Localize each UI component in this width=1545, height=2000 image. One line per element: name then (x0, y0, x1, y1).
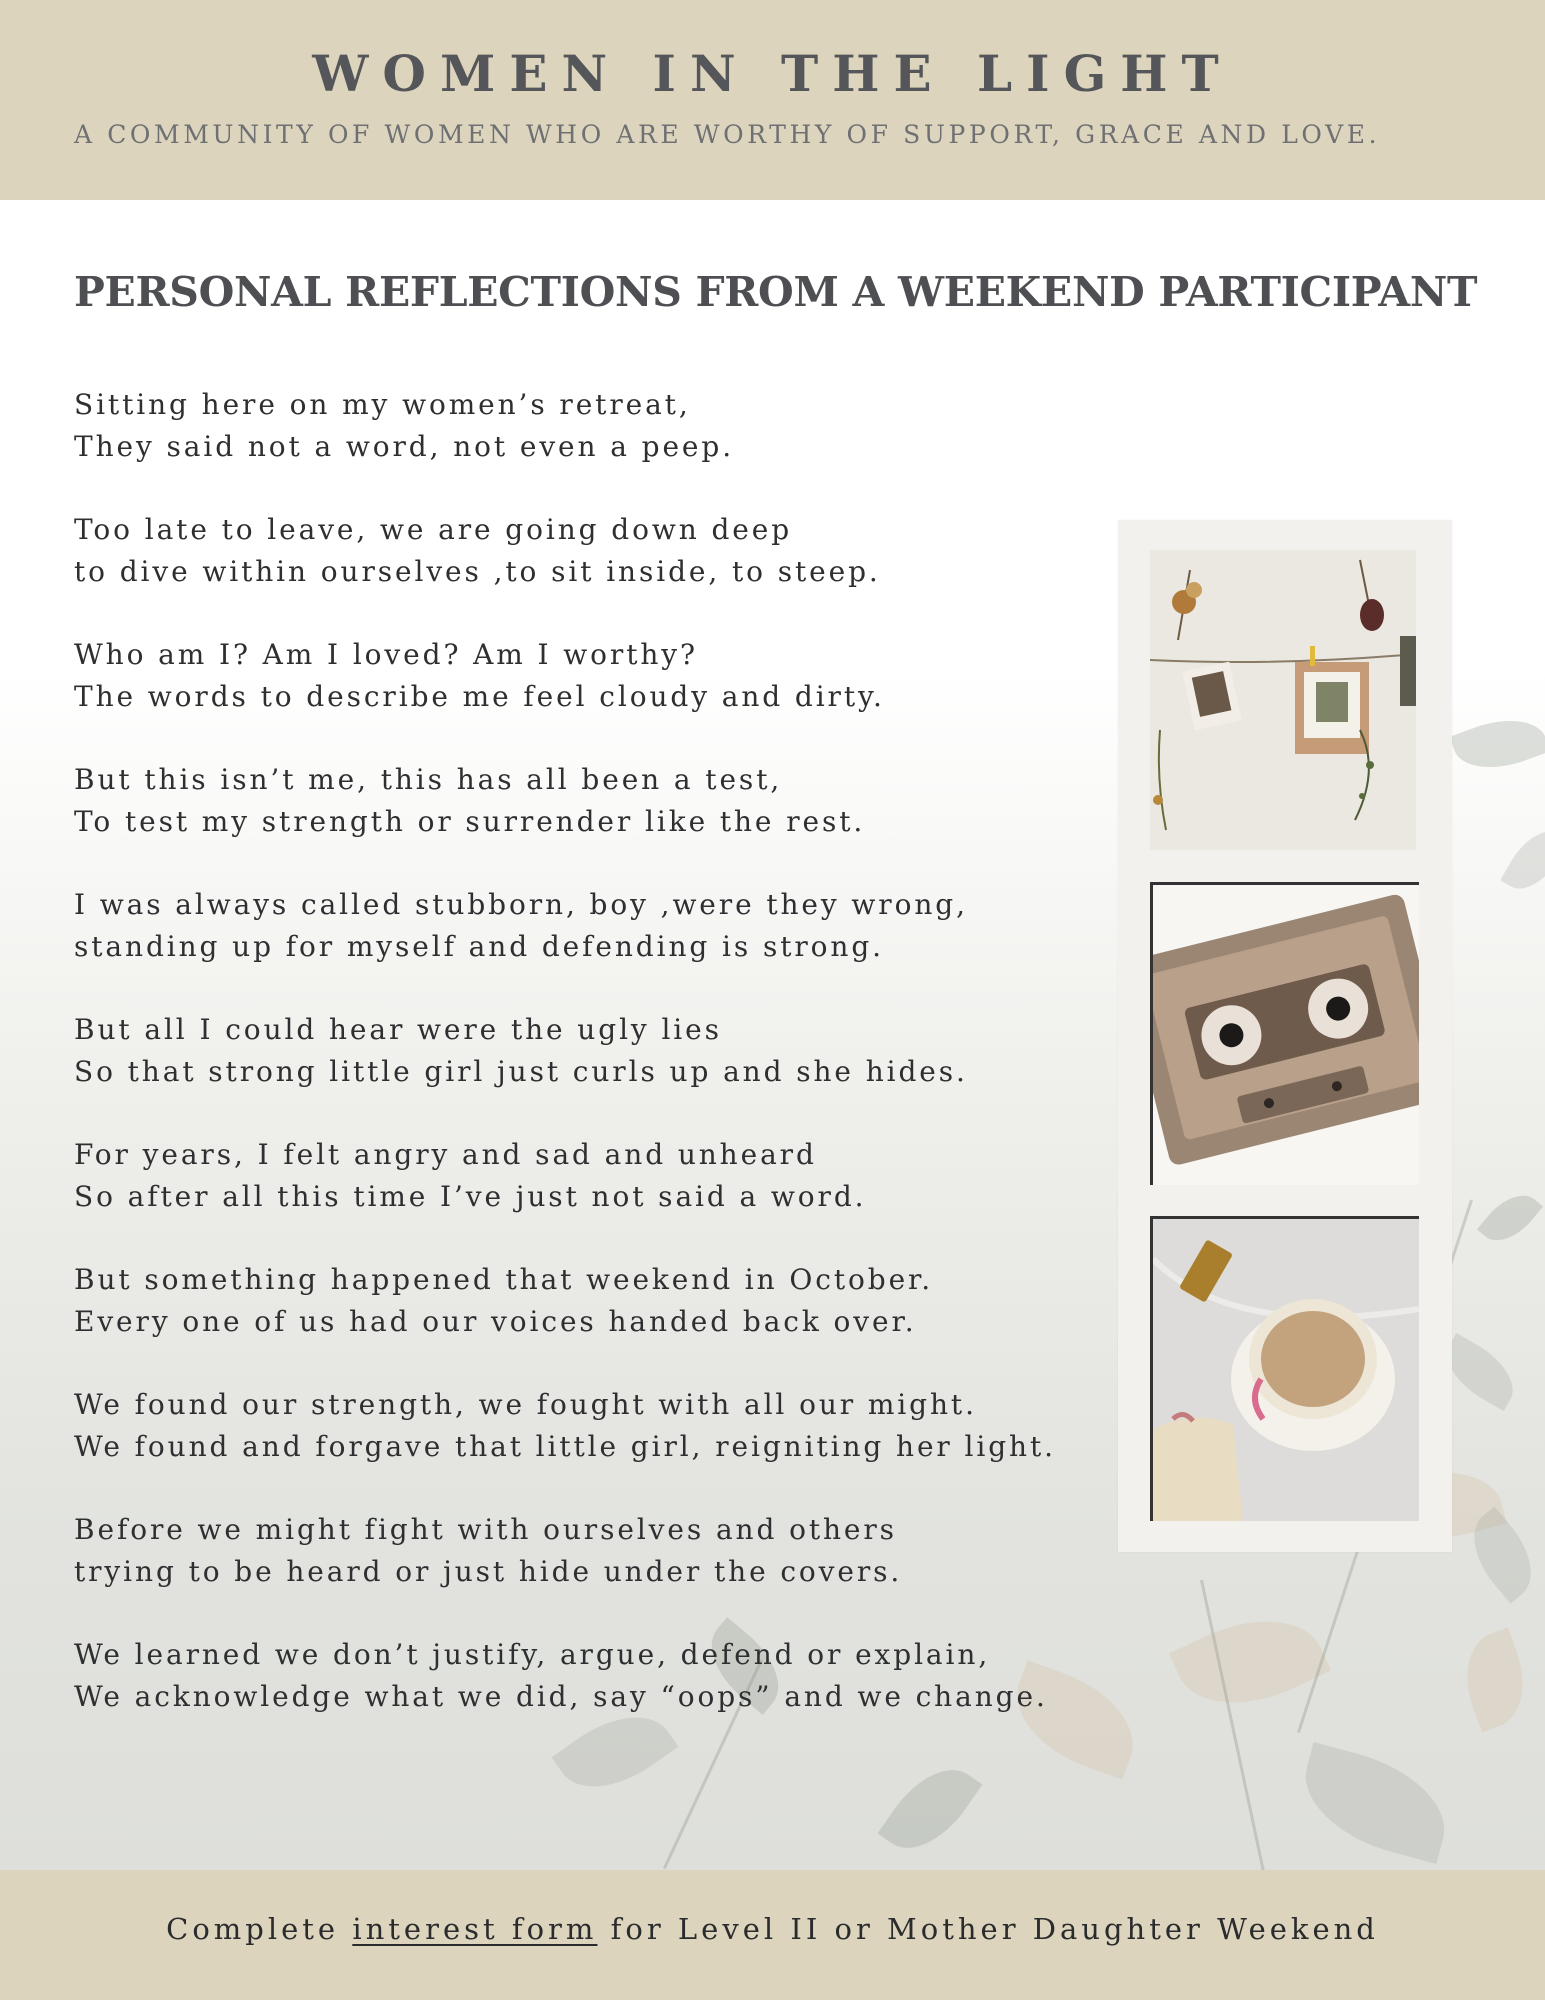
page-title: PERSONAL REFLECTIONS FROM A WEEKEND PARTICIPANT (74, 268, 1478, 316)
poem-line: But this isn’t me, this has all been a test, (74, 763, 783, 796)
footer-call-to-action (0, 1912, 1545, 1946)
poem-line: To test my strength or surrender like the rest. (74, 805, 866, 838)
leaf-decoration (878, 1751, 983, 1866)
cassette-tape-photo-icon (1150, 882, 1419, 1185)
poem-line: We acknowledge what we did, say “oops” and we change. (74, 1680, 1048, 1713)
leaf-decoration (1450, 706, 1545, 782)
poem-line: standing up for myself and defending is strong. (74, 930, 884, 963)
poem-line: For years, I felt angry and sad and unheard (74, 1138, 817, 1171)
poem-line: We learned we don’t justify, argue, defend or explain, (74, 1638, 991, 1671)
poem-stanza (74, 1634, 1114, 1718)
leaf-decoration (1291, 1742, 1458, 1864)
poem-line: We found our strength, we fought with all our might. (74, 1388, 977, 1421)
poem-stanza (74, 384, 1114, 468)
poem-stanza (74, 1509, 1114, 1593)
leaf-decoration (1477, 1183, 1543, 1252)
poem-line: They said not a word, not even a peep. (74, 430, 735, 463)
coffee-cup-photo-icon (1150, 1216, 1419, 1521)
poem-line: to dive within ourselves ,to sit inside, to steep. (74, 555, 881, 588)
poem-line: But something happened that weekend in October. (74, 1263, 934, 1296)
site-title: WOMEN IN THE LIGHT (312, 44, 1233, 103)
leaf-decoration (1451, 1627, 1538, 1732)
poem-line: So that strong little girl just curls up and she hides. (74, 1055, 968, 1088)
poem-stanza (74, 509, 1114, 593)
poem-line: I was always called stubborn, boy ,were they wrong, (74, 888, 968, 921)
poem-stanza (74, 759, 1114, 843)
photo-panel (1118, 520, 1452, 1552)
site-tagline: A COMMUNITY OF WOMEN WHO ARE WORTHY OF SUPPORT, GRACE AND LOVE. (74, 120, 1381, 149)
poem-line: But all I could hear were the ugly lies (74, 1013, 722, 1046)
poem-stanza (74, 1134, 1114, 1218)
poem (74, 384, 1114, 1759)
poem-line: We found and forgave that little girl, reigniting her light. (74, 1430, 1056, 1463)
poem-line: Sitting here on my women’s retreat, (74, 388, 691, 421)
footer-suffix: for Level II or Mother Daughter Weekend (597, 1912, 1379, 1946)
poem-line: So after all this time I’ve just not said a word. (74, 1180, 867, 1213)
poem-stanza (74, 634, 1114, 718)
interest-form-link[interactable]: interest form (352, 1912, 598, 1946)
footer-prefix: Complete (166, 1912, 353, 1946)
poem-stanza (74, 1009, 1114, 1093)
dried-flowers-photo-icon (1150, 550, 1416, 850)
poem-stanza (74, 1259, 1114, 1343)
poem-stanza (74, 1384, 1114, 1468)
poem-line: Every one of us had our voices handed back over. (74, 1305, 917, 1338)
leaf-decoration (1500, 820, 1545, 901)
poem-stanza (74, 884, 1114, 968)
poem-line: The words to describe me feel cloudy and dirty. (74, 680, 885, 713)
poem-line: Too late to leave, we are going down deep (74, 513, 793, 546)
poem-line: Who am I? Am I loved? Am I worthy? (74, 638, 698, 671)
poem-line: trying to be heard or just hide under the covers. (74, 1555, 903, 1588)
poem-line: Before we might fight with ourselves and others (74, 1513, 897, 1546)
